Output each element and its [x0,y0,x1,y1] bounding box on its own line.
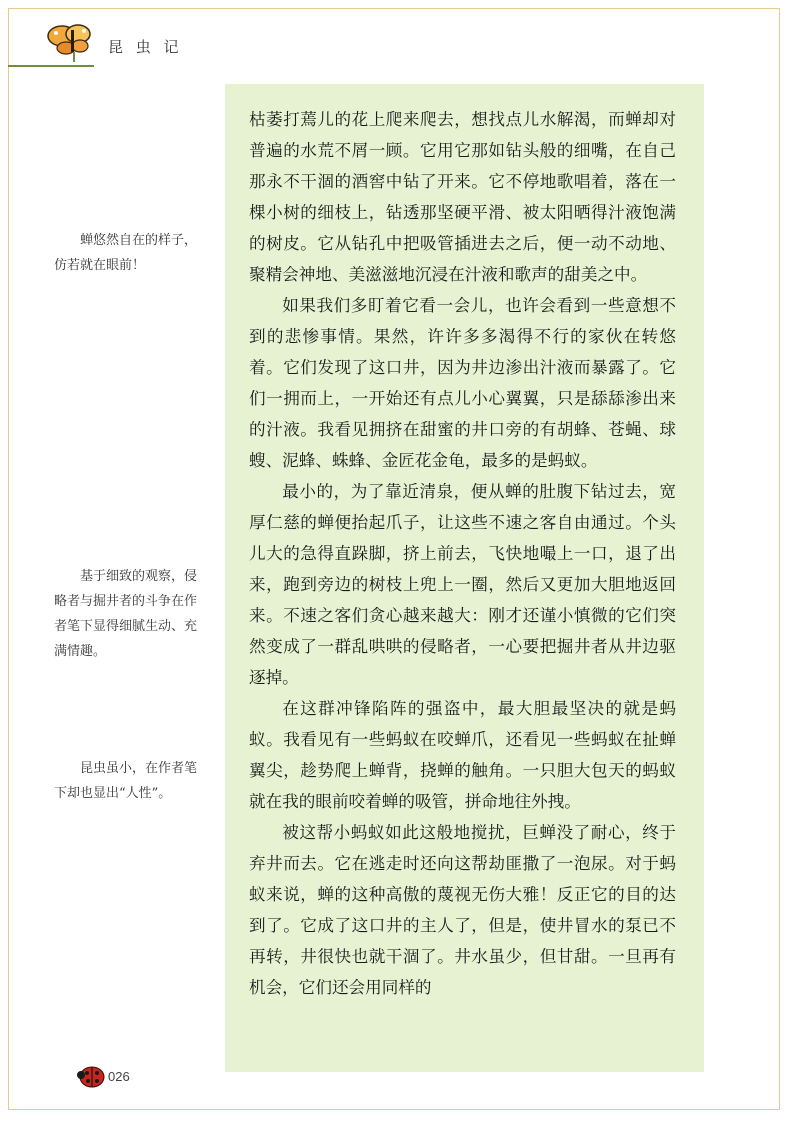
page-number: 026 [108,1069,130,1084]
side-note-3 [54,756,206,806]
main-text-box [225,84,704,1072]
side-note-2 [54,564,206,664]
paragraph: 在这群冲锋陷阵的强盗中，最大胆最坚决的就是蚂蚁。我看见有一些蚂蚁在咬蝉爪，还看见一些蚂蚁在扯蝉翼尖，趁势爬上蝉背，挠蝉的触角。一只胆大包天的蚂蚁就在我的眼前咬着蝉的吸管，拼命地往外拽。 [249,699,676,811]
side-note-text: 蝉悠然自在的样子，仿若就在眼前！ [54,233,198,273]
paragraph: 如果我们多盯着它看一会儿，也许会看到一些意想不到的悲惨事情。果然，许许多多渴得不行的家伙在转悠着。它们发现了这口井，因为井边渗出汁液而暴露了。它们一拥而上，一开始还有点儿小心翼翼，只是舔舔渗出来的汁液。我看见拥挤在甜蜜的井口旁的有胡蜂、苍蝇、球螋、泥蜂、蛛蜂、金匠花金龟，最多的是蚂蚁。 [249,296,676,470]
paragraph: 最小的，为了靠近清泉，便从蝉的肚腹下钻过去，宽厚仁慈的蝉便抬起爪子，让这些不速之客自由通过。个头儿大的急得直跺脚，挤上前去，飞快地嘬上一口，退了出来，跑到旁边的树枝上兜上一圈，然后又更加大胆地返回来。不速之客们贪心越来越大：刚才还谨小慎微的它们突然变成了一群乱哄哄的侵略者，一心要把掘井者从井边驱逐掉。 [249,482,676,687]
header-divider [8,65,94,67]
side-note-text: 基于细致的观察，侵略者与掘井者的斗争在作者笔下显得细腻生动、充满情趣。 [54,569,198,659]
running-header-title: 昆 虫 记 [108,38,183,56]
side-note-1 [54,228,206,278]
ladybug-icon [76,1063,106,1089]
paragraph: 被这帮小蚂蚁如此这般地搅扰，巨蝉没了耐心，终于弃井而去。它在逃走时还向这帮劫匪撒了一泡尿。对于蚂蚁来说，蝉的这种高傲的蔑视无伤大雅！反正它的目的达到了。它成了这口井的主人了，但是，使井冒水的泵已不再转，井很快也就干涸了。井水虽少，但甘甜。一旦再有机会，它们还会用同样的 [249,823,676,997]
butterfly-icon [44,22,96,62]
side-note-text: 昆虫虽小，在作者笔下却也显出“人性”。 [54,761,198,801]
paragraph: 枯萎打蔫儿的花上爬来爬去，想找点儿水解渴，而蝉却对普遍的水荒不屑一顾。它用它那如钻头般的细嘴，在自己那永不干涸的酒窖中钻了开来。它不停地歌唱着，落在一棵小树的细枝上，钻透那坚硬平滑、被太阳晒得汁液饱满的树皮。它从钻孔中把吸管插进去之后，便一动不动地、聚精会神地、美滋滋地沉浸在汁液和歌声的甜美之中。 [249,110,676,284]
